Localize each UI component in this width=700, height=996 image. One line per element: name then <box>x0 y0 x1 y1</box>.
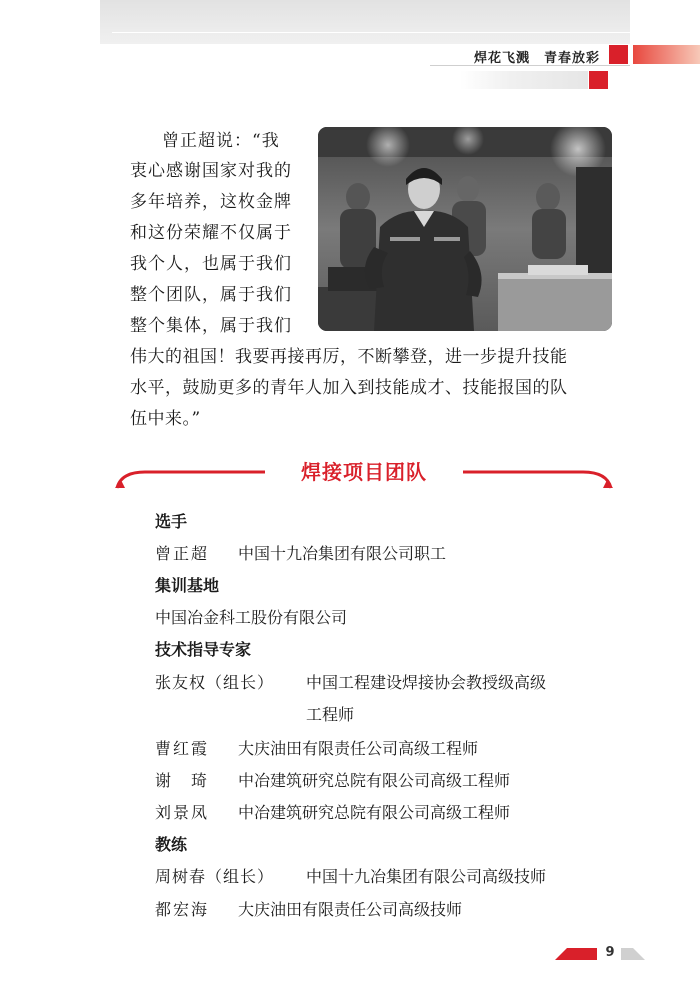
header-red-square-small <box>589 71 608 89</box>
quote-line-3: 多年培养，这枚金牌 <box>130 192 292 212</box>
running-header-title: 焊花飞溅 青春放彩 <box>473 51 600 66</box>
page-number: 9 <box>605 945 615 960</box>
quote-line-4: 和这份荣耀不仅属于 <box>130 223 292 243</box>
contestant-name: 曾正超 <box>155 544 210 563</box>
quote-line-2: 衷心感谢国家对我的 <box>130 161 292 181</box>
expert-org: 中冶建筑研究总院有限公司高级工程师 <box>238 771 511 790</box>
coach-name: 都宏海 <box>155 900 210 919</box>
quote-line-6: 整个团队，属于我们 <box>130 285 292 305</box>
header-gradient-bar <box>633 45 700 64</box>
header-fade-bar <box>460 71 588 89</box>
coach-org: 大庆油田有限责任公司高级技师 <box>238 900 463 919</box>
quote-line-9: 水平，鼓励更多的青年人加入到技能成才、技能报国的队 <box>130 378 568 398</box>
expert-name: 谢 琦 <box>155 771 210 790</box>
experts-label: 技术指导专家 <box>155 640 252 659</box>
expert-org: 大庆油田有限责任公司高级工程师 <box>238 739 479 758</box>
header-band-rule <box>112 32 630 33</box>
coach-org: 中国十九冶集团有限公司高级技师 <box>306 867 547 886</box>
section-banner <box>115 450 613 490</box>
quote-line-1: 曾正超说：“我 <box>162 131 280 151</box>
coaches-label: 教练 <box>155 835 188 854</box>
quote-line-8: 伟大的祖国！我要再接再厉，不断攀登，进一步提升技能 <box>130 347 568 367</box>
expert-name: 张友权（组长） <box>155 673 275 692</box>
expert-org: 中冶建筑研究总院有限公司高级工程师 <box>238 803 511 822</box>
quote-line-10: 伍中来。” <box>130 409 201 429</box>
contestant-org: 中国十九冶集团有限公司职工 <box>238 544 447 563</box>
base-org: 中国冶金科工股份有限公司 <box>155 608 348 627</box>
quote-line-5: 我个人，也属于我们 <box>130 254 292 274</box>
expert-name: 刘景凤 <box>155 803 210 822</box>
welder-photo <box>318 127 612 331</box>
section-title: 焊接项目团队 <box>301 460 427 484</box>
expert-name: 曹红霞 <box>155 739 210 758</box>
header-red-square <box>609 45 628 64</box>
quote-line-7: 整个集体，属于我们 <box>130 316 292 336</box>
base-label: 集训基地 <box>155 576 220 595</box>
expert-org: 中国工程建设焊接协会教授级高级 <box>306 673 547 692</box>
contestant-label: 选手 <box>155 512 188 531</box>
expert-org-continued: 工程师 <box>306 705 355 724</box>
header-band <box>100 0 630 44</box>
coach-name: 周树春（组长） <box>155 867 275 886</box>
